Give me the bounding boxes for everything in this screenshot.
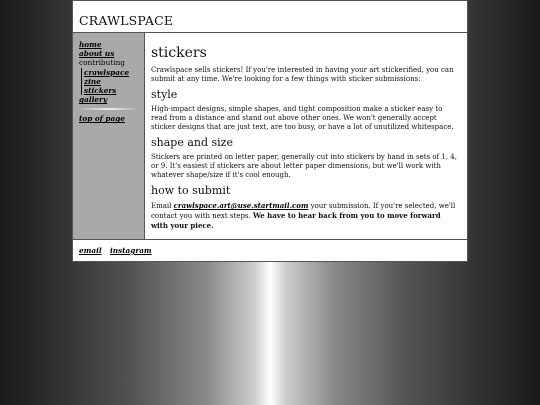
nav-gallery-link[interactable]: gallery: [79, 95, 108, 105]
submit-pre: Email: [151, 202, 174, 210]
footer-instagram-link[interactable]: instagram: [109, 246, 152, 255]
page-frame: [72, 0, 468, 262]
footer-email-link[interactable]: email: [79, 246, 102, 255]
shape-heading: shape and size: [151, 136, 233, 149]
nav-zine-link[interactable]: crawlspace zine: [84, 67, 130, 86]
site-header: [73, 1, 467, 33]
style-heading: style: [151, 88, 178, 101]
top-of-page-link[interactable]: top of page: [79, 114, 126, 124]
submit-heading: how to submit: [151, 184, 231, 197]
sidebar-divider: [77, 108, 140, 110]
submit-bold-note: We have to hear back from you to move forward with your piece.: [151, 211, 441, 230]
submit-text: [151, 201, 459, 231]
style-text: High-impact designs, simple shapes, and tight composition make a sticker easy to read from a distance and stand out above other ones. We won't generally accept sticker designs that are just text, are too busy, or have a lot of unutilized whitespace.: [151, 105, 454, 131]
main-content: [145, 33, 467, 239]
site-footer: [73, 240, 467, 255]
nav-contributing-label: contributing: [79, 58, 125, 68]
sidebar: [73, 33, 145, 239]
intro-text: Crawlspace sells stickers! If you're interested in having your art stickerified, you can submit at any time. We're looking for a few things with sticker submissions:: [151, 66, 454, 83]
shape-text: Stickers are printed on letter paper, generally cut into stickers by hand in sets of 1, 4, or 9. It's easiest if stickers are about letter paper dimensions, but we'll work with whatever shape/size if it's cool enough.: [151, 153, 457, 179]
content-area: [73, 33, 467, 240]
nav-about-link[interactable]: about us: [79, 49, 115, 59]
submit-post: your submission. If you're selected, we'll contact you with next steps.: [151, 202, 456, 220]
nav-submenu: [81, 68, 144, 96]
nav-stickers-link[interactable]: stickers: [84, 86, 117, 96]
site-title: CRAWLSPACE: [79, 13, 174, 28]
nav-home-link[interactable]: home: [79, 40, 102, 49]
page-title: stickers: [151, 45, 207, 61]
submit-email-link[interactable]: crawlspace.art@use.startmail.com: [173, 201, 309, 210]
